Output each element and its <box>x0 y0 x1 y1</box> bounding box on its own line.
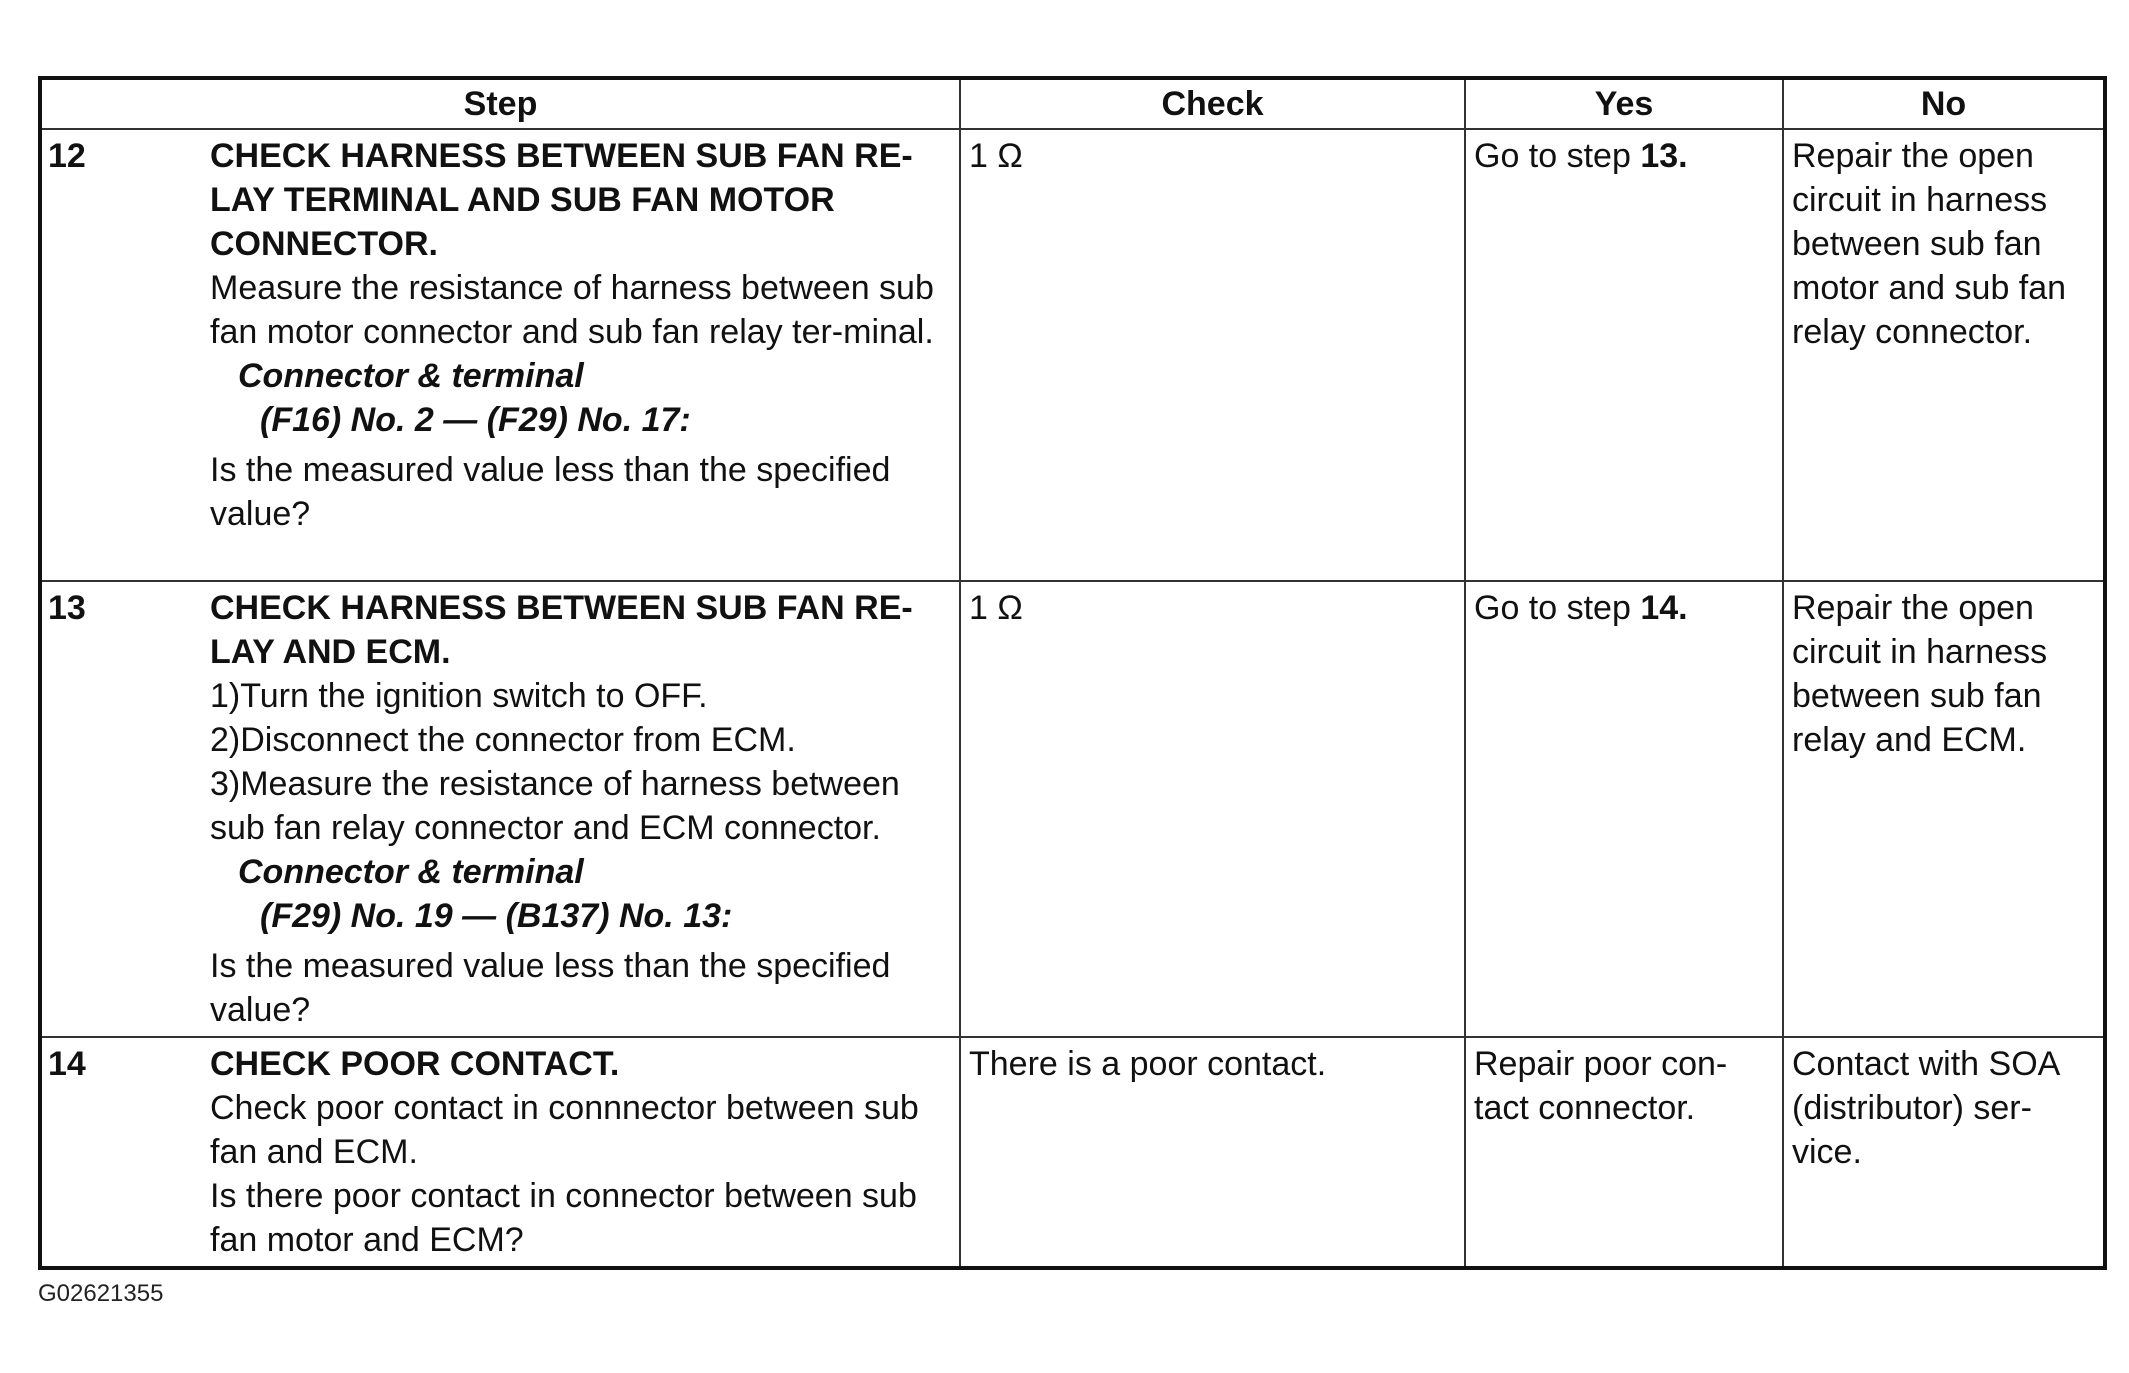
no-cell: Repair the open circuit in harness between sub fan relay and ECM. <box>1783 581 2105 1037</box>
step-instruction: Measure the resistance of harness between sub fan motor connector and sub fan relay ter-minal. <box>210 269 934 351</box>
header-step: Step <box>40 78 960 129</box>
table-row <box>40 129 2105 581</box>
step-instruction: 3)Measure the resistance of harness between sub fan relay connector and ECM connector. <box>210 765 900 847</box>
step-number: 14 <box>48 1045 86 1083</box>
step-cell <box>40 1037 960 1268</box>
step-instruction: 1)Turn the ignition switch to OFF. <box>210 677 708 715</box>
step-number: 12 <box>48 137 86 175</box>
connector-value: (F16) No. 2 — (F29) No. 17: <box>260 401 691 439</box>
step-question: Is there poor contact in connector between sub fan motor and ECM? <box>210 1177 917 1259</box>
check-cell: 1 Ω <box>960 129 1465 581</box>
step-question: Is the measured value less than the specified value? <box>210 947 891 1029</box>
yes-step-number: 14. <box>1640 589 1688 627</box>
header-no: No <box>1783 78 2105 129</box>
step-instruction: 2)Disconnect the connector from ECM. <box>210 721 796 759</box>
check-cell: There is a poor contact. <box>960 1037 1465 1268</box>
document-id: G02621355 <box>38 1280 164 1307</box>
step-question: Is the measured value less than the specified value? <box>210 451 891 533</box>
step-cell <box>40 581 960 1037</box>
yes-step-number: 13. <box>1640 137 1688 175</box>
yes-cell <box>1465 129 1783 581</box>
step-title: CHECK HARNESS BETWEEN SUB FAN RE-LAY TERMINAL AND SUB FAN MOTOR CONNECTOR. <box>210 137 913 263</box>
yes-cell <box>1465 581 1783 1037</box>
header-check: Check <box>960 78 1465 129</box>
connector-label: Connector & terminal <box>238 357 584 395</box>
yes-prefix: Go to step <box>1474 589 1631 627</box>
no-cell: Repair the open circuit in harness between sub fan motor and sub fan relay connector. <box>1783 129 2105 581</box>
header-yes: Yes <box>1465 78 1783 129</box>
table-row <box>40 1037 2105 1268</box>
table-header-row <box>40 78 2105 129</box>
connector-label: Connector & terminal <box>238 853 584 891</box>
diagnostic-table <box>38 76 2107 1270</box>
step-cell <box>40 129 960 581</box>
table-row <box>40 581 2105 1037</box>
connector-value: (F29) No. 19 — (B137) No. 13: <box>260 897 733 935</box>
check-cell: 1 Ω <box>960 581 1465 1037</box>
yes-cell: Repair poor con-tact connector. <box>1465 1037 1783 1268</box>
no-cell: Contact with SOA (distributor) ser-vice. <box>1783 1037 2105 1268</box>
step-instruction: Check poor contact in connnector between sub fan and ECM. <box>210 1089 919 1171</box>
step-title: CHECK POOR CONTACT. <box>210 1045 620 1083</box>
step-title: CHECK HARNESS BETWEEN SUB FAN RE-LAY AND ECM. <box>210 589 913 671</box>
step-number: 13 <box>48 589 86 627</box>
yes-prefix: Go to step <box>1474 137 1631 175</box>
